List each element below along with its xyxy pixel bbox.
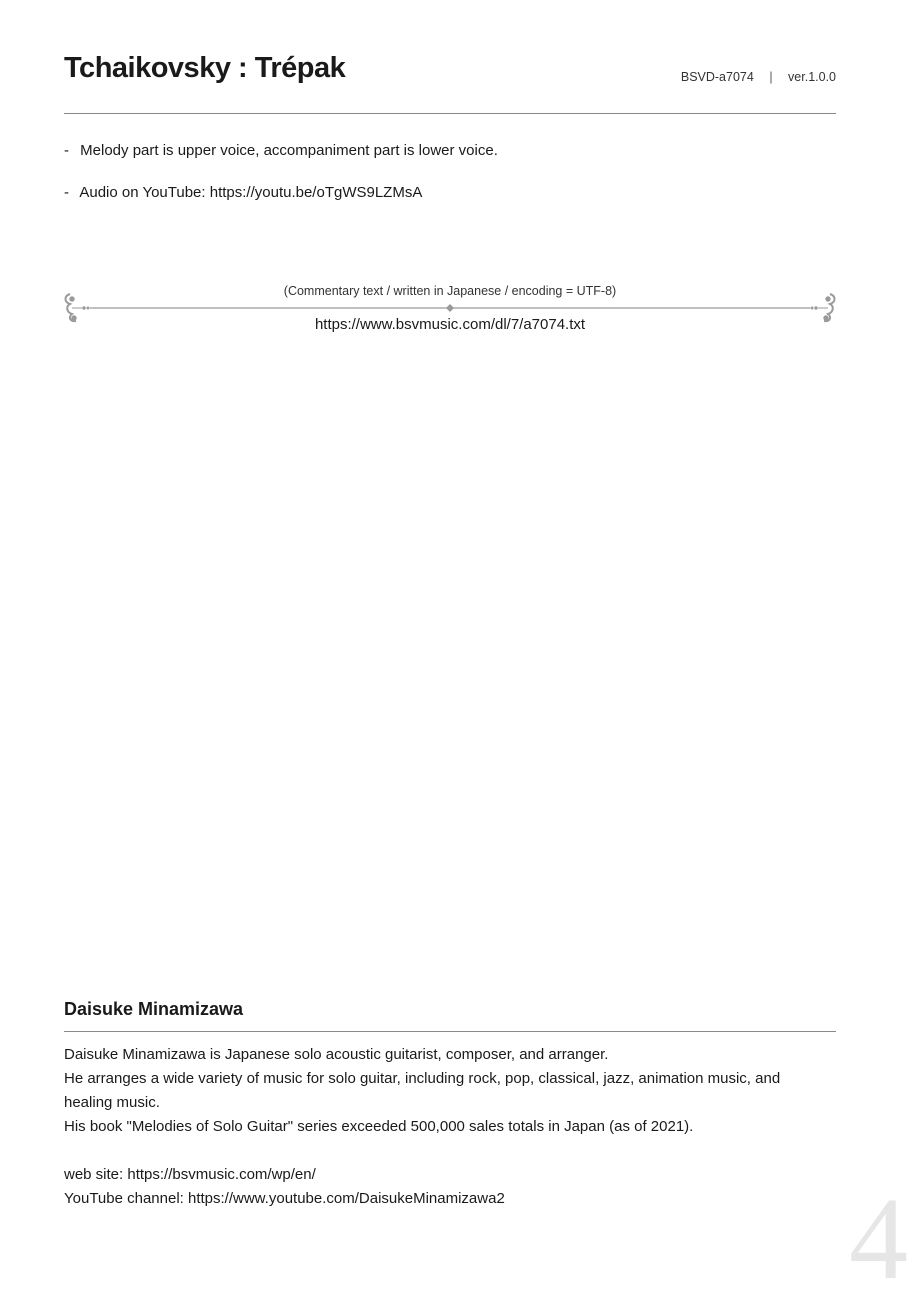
version-label: ver.1.0.0 bbox=[788, 70, 836, 84]
page-title: Tchaikovsky : Trépak bbox=[64, 52, 346, 84]
author-name: Daisuke Minamizawa bbox=[64, 999, 244, 1019]
page-number: 4 bbox=[849, 1173, 908, 1304]
note-dash: - bbox=[64, 142, 69, 159]
youtube-channel-link[interactable]: YouTube channel: https://www.youtube.com/DaisukeMinamizawa2 bbox=[64, 1190, 505, 1207]
header-divider bbox=[64, 113, 836, 114]
author-bio bbox=[64, 1043, 824, 1211]
meta-separator: | bbox=[769, 70, 773, 84]
website-link[interactable]: web site: https://bsvmusic.com/wp/en/ bbox=[64, 1166, 316, 1183]
note-audio bbox=[64, 184, 422, 201]
note-melody bbox=[64, 142, 498, 159]
document-meta bbox=[681, 70, 836, 84]
bio-line: Daisuke Minamizawa is Japanese solo acoustic guitarist, composer, and arranger. bbox=[64, 1046, 609, 1063]
note-text: Melody part is upper voice, accompaniment part is lower voice. bbox=[80, 142, 498, 159]
commentary-caption: (Commentary text / written in Japanese / encoding = UTF-8) bbox=[283, 284, 617, 298]
bio-line: He arranges a wide variety of music for solo guitar, including rock, pop, classical, jazz, animation music, and healing music. bbox=[64, 1070, 781, 1111]
catalog-code: BSVD-a7074 bbox=[680, 70, 754, 84]
bio-line: His book "Melodies of Solo Guitar" series exceeded 500,000 sales totals in Japan (as of 2021). bbox=[64, 1118, 694, 1135]
center-diamond-icon bbox=[446, 304, 454, 312]
commentary-url-link[interactable]: https://www.bsvmusic.com/dl/7/a7074.txt bbox=[314, 316, 586, 333]
note-text[interactable]: Audio on YouTube: https://youtu.be/oTgWS9LZMsA bbox=[79, 184, 423, 201]
note-dash: - bbox=[64, 184, 69, 201]
author-divider bbox=[64, 1031, 836, 1032]
bio-spacer bbox=[64, 1139, 824, 1163]
